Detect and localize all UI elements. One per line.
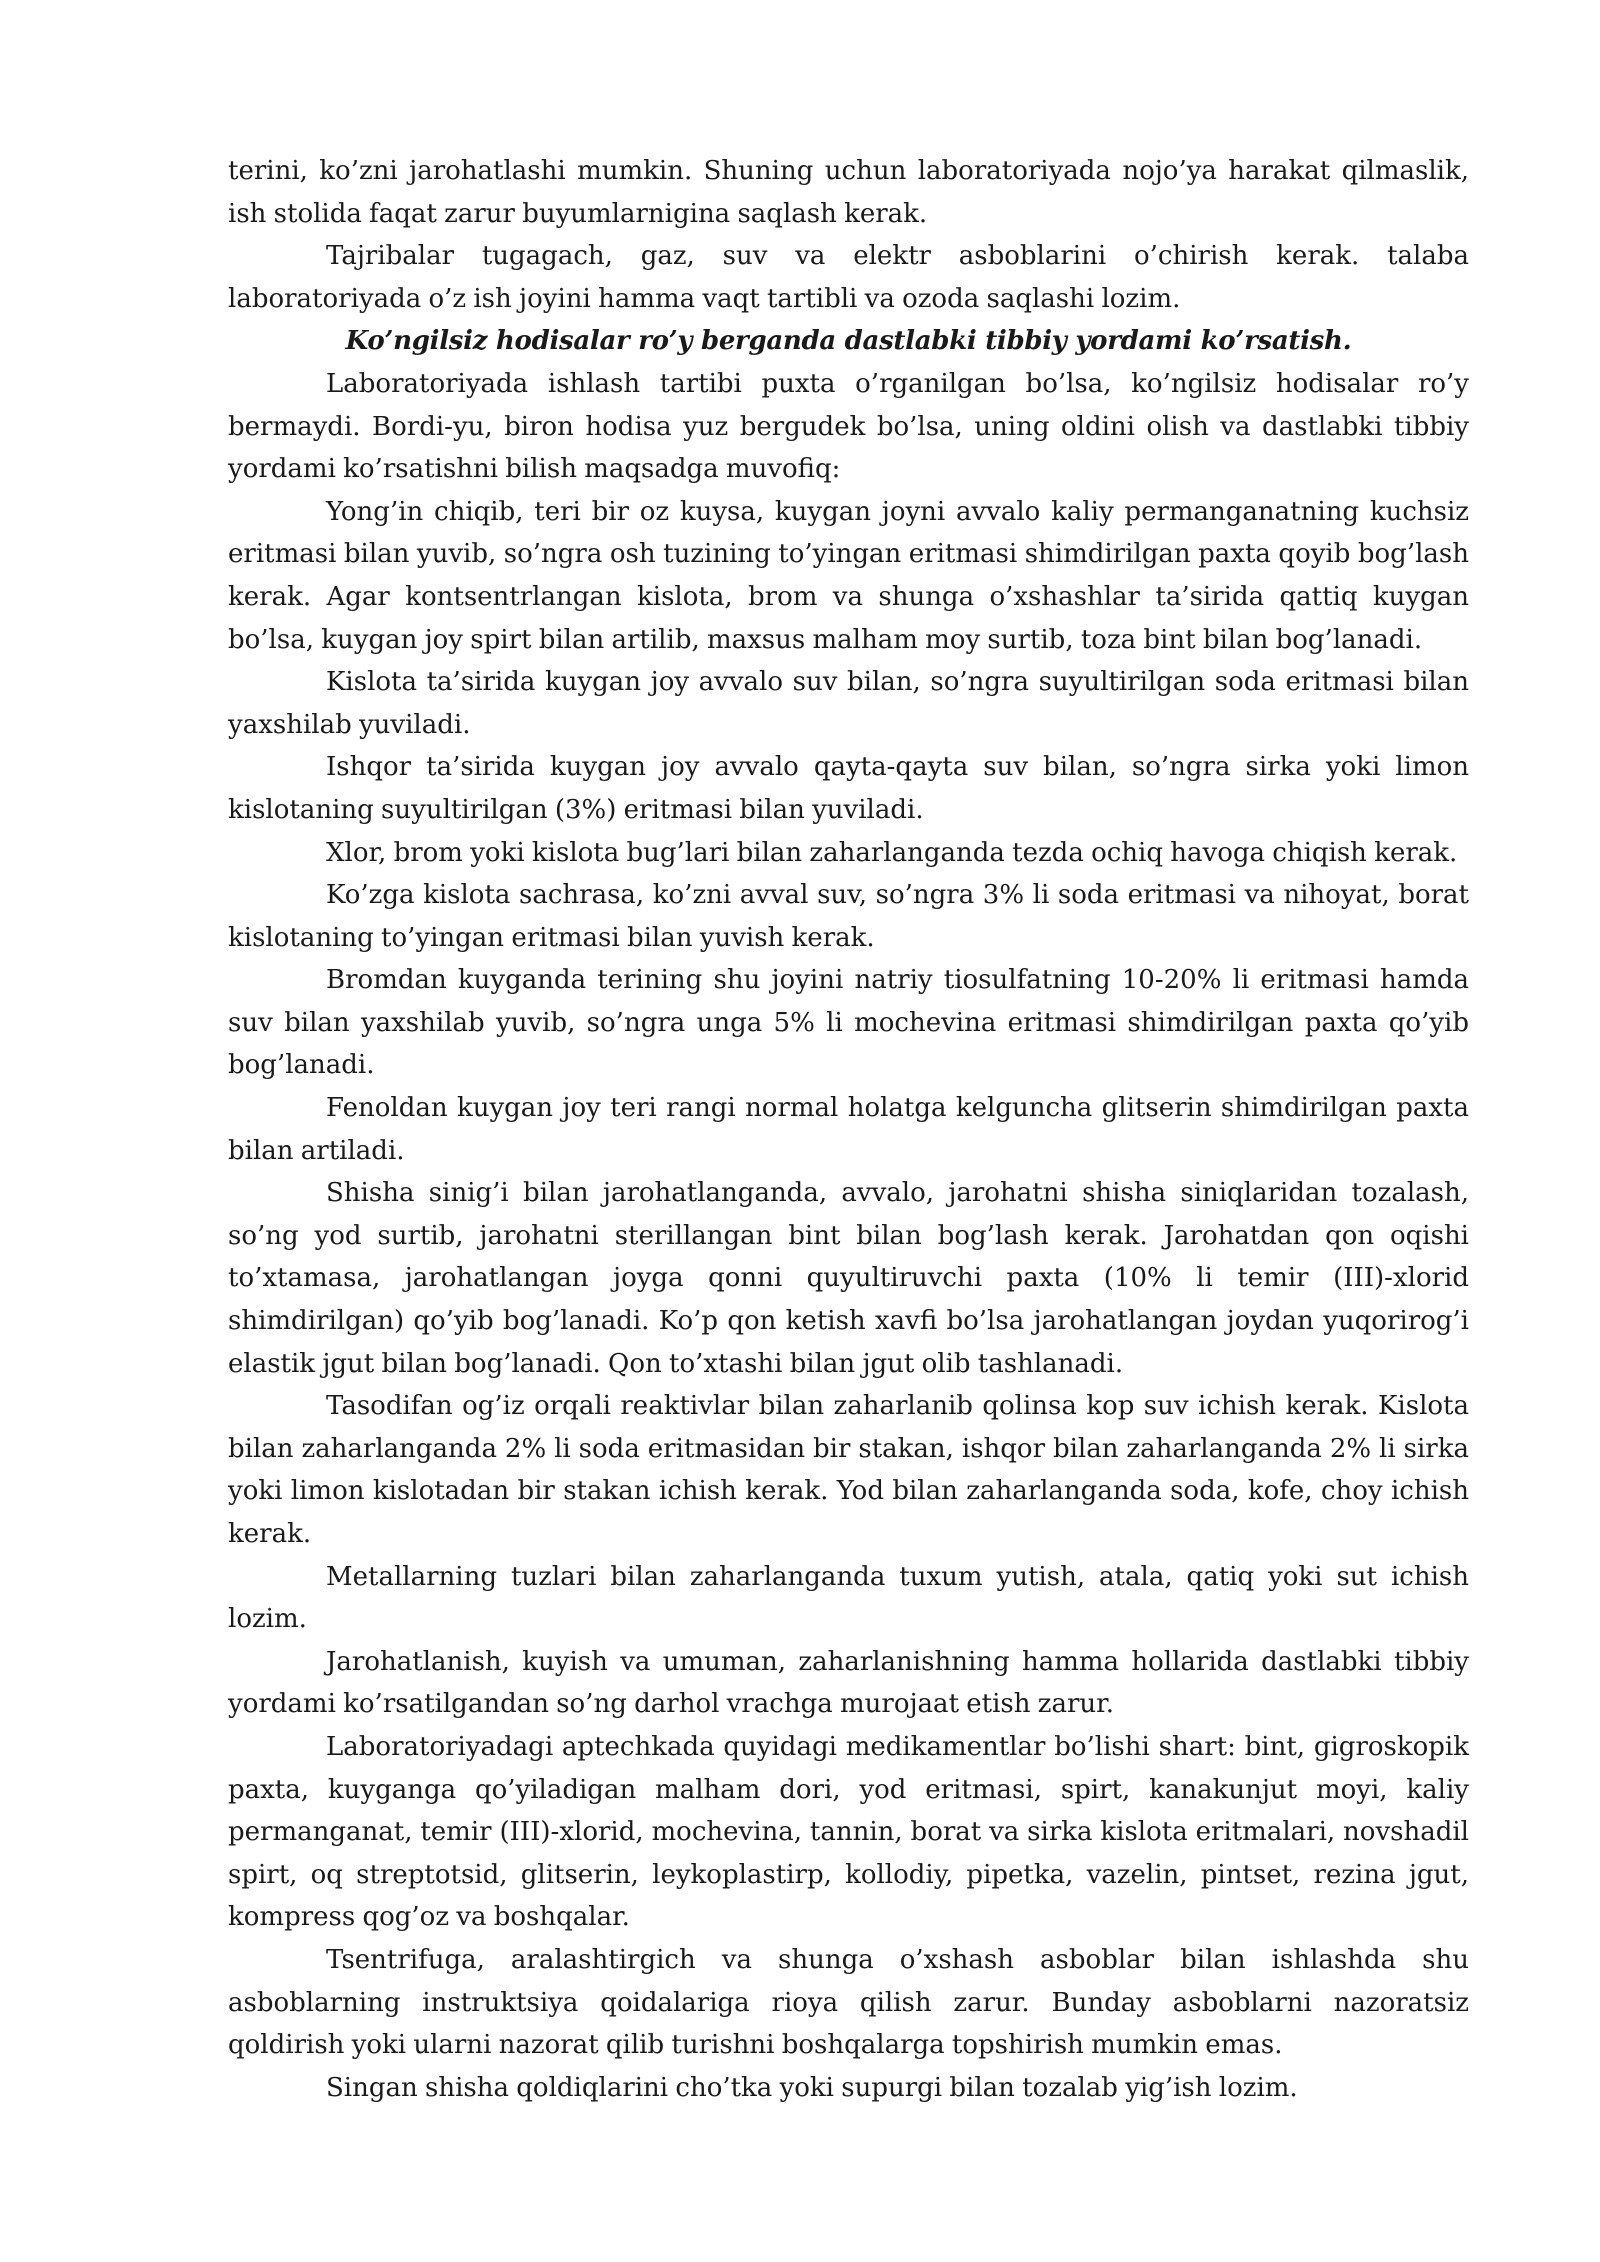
paragraph: Ishqor ta’sirida kuygan joy avvalo qayta-qayta suv bilan, so’ngra sirka yoki limon kislotaning suyultirilgan (3%) eritmasi bilan yuviladi. [228,752,1469,825]
paragraph: terini, ko’zni jarohatlashi mumkin. Shuning uchun laboratoriyada nojo’ya harakat qilmaslik, ish stolida faqat zarur buyumlarnigina saqlash kerak. [228,156,1469,229]
paragraph: Kislota ta’sirida kuygan joy avvalo suv bilan, so’ngra suyultirilgan soda eritmasi bilan yaxshilab yuviladi. [228,667,1469,740]
paragraph: Fenoldan kuygan joy teri rangi normal holatga kelguncha glitserin shimdirilgan paxta bilan artiladi. [228,1093,1469,1166]
paragraph: Shisha sinig’i bilan jarohatlanganda, avvalo, jarohatni shisha siniqlaridan tozalash, so’ng yod surtib, jarohatni sterillangan bint bilan bog’lash kerak. Jarohatdan qon oqishi to’xtamasa, jarohatlangan joyga qonni quyultiruvchi paxta (10% li temir (III)-xlorid shimdirilgan) qo’yib bog’lanadi. Ko’p qon ketish xavfi bo’lsa jarohatlangan joydan yuqorirog’i elastik jgut bilan bog’lanadi. Qon to’xtashi bilan jgut olib tashlanadi. [228,1178,1469,1379]
paragraph: Singan shisha qoldiqlarini cho’tka yoki supurgi bilan tozalab yig’ish lozim. [326,2072,1298,2103]
paragraph: Xlor, brom yoki kislota bug’lari bilan zaharlanganda tezda ochiq havoga chiqish kerak. [326,837,1458,868]
paragraph: Yong’in chiqib, teri bir oz kuysa, kuygan joyni avvalo kaliy permanganatning kuchsiz eritmasi bilan yuvib, so’ngra osh tuzining to’yingan eritmasi shimdirilgan paxta qoyib bog’lash kerak. Agar kontsentrlangan kislota, brom va shunga o’xshashlar ta’sirida qattiq kuygan bo’lsa, kuygan joy spirt bilan artilib, maxsus malham moy surtib, toza bint bilan bog’lanadi. [228,496,1469,655]
paragraph: Bromdan kuyganda terining shu joyini natriy tiosulfatning 10-20% li eritmasi hamda suv bilan yaxshilab yuvib, so’ngra unga 5% li mochevina eritmasi shimdirilgan paxta qo’yib bog’lanadi. [228,965,1469,1081]
paragraph: Tasodifan og’iz orqali reaktivlar bilan zaharlanib qolinsa kop suv ichish kerak. Kislota bilan zaharlanganda 2% li soda eritmasidan bir stakan, ishqor bilan zaharlanganda 2% li sirka yoki limon kislotadan bir stakan ichish kerak. Yod bilan zaharlanganda soda, kofe, choy ichish kerak. [228,1391,1469,1549]
document-page [228,150,1469,2109]
paragraph: Metallarning tuzlari bilan zaharlanganda tuxum yutish, atala, qatiq yoki sut ichish lozim. [228,1561,1469,1635]
paragraph: Laboratoriyadagi aptechkada quyidagi medikamentlar bo’lishi shart: bint, gigroskopik paxta, kuyganga qo’yiladigan malham dori, yod eritmasi, spirt, kanakunjut moyi, kaliy permanganat, temir (III)-xlorid, mochevina, tannin, borat va sirka kislota eritmalari, novshadil spirt, oq streptotsid, glitserin, leykoplastirp, kollodiy, pipetka, vazelin, pintset, rezina jgut, kompress qog’oz va boshqalar. [228,1731,1469,1933]
paragraph: Ko’zga kislota sachrasa, ko’zni avval suv, so’ngra 3% li soda eritmasi va nihoyat, borat kislotaning to’yingan eritmasi bilan yuvish kerak. [228,880,1469,953]
paragraph: Tajribalar tugagach, gaz, suv va elektr asboblarini o’chirish kerak. talaba laboratoriyada o’z ish joyini hamma vaqt tartibli va ozoda saqlashi lozim. [228,241,1469,314]
paragraph: Jarohatlanish, kuyish va umuman, zaharlanishning hamma hollarida dastlabki tibbiy yordami ko’rsatilgandan so’ng darhol vrachga murojaat etish zarur. [228,1646,1469,1720]
section-heading: Ko’ngilsiz hodisalar ro’y berganda dastlabki tibbiy yordami ko’rsatish. [345,326,1352,357]
paragraph: Laboratoriyada ishlash tartibi puxta o’rganilgan bo’lsa, ko’ngilsiz hodisalar ro’y bermaydi. Bordi-yu, biron hodisa yuz bergudek bo’lsa, uning oldini olish va dastlabki tibbiy yordami ko’rsatishni bilish maqsadga muvofiq: [228,368,1469,485]
paragraph: Tsentrifuga, aralashtirgich va shunga o’xshash asboblar bilan ishlashda shu asboblarning instruktsiya qoidalariga rioya qilish zarur. Bunday asboblarni nazoratsiz qoldirish yoki ularni nazorat qilib turishni boshqalarga topshirish mumkin emas. [228,1944,1469,2061]
